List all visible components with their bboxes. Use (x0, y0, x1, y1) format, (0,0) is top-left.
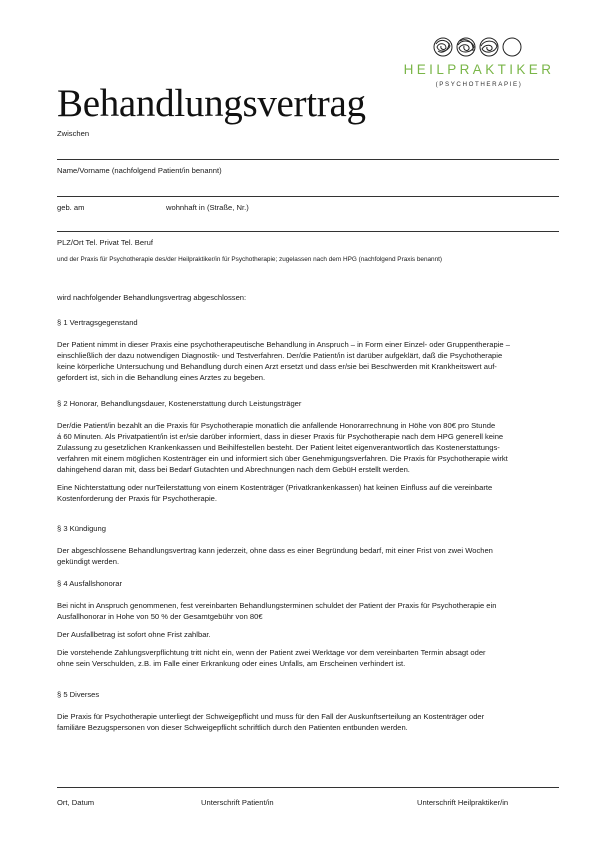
section-text-line: Bei nicht in Anspruch genommenen, fest vereinbarten Behandlungsterminen schuldet der Patient der Praxis für Psychotherapie ein (57, 601, 497, 610)
section-text-line: Der abgeschlossene Behandlungsvertrag kann jederzeit, ohne dass es einer Begründung bedarf, mit einer Frist von zwei Wochen (57, 546, 493, 555)
section-text-line: Der/die Patient/in bezahlt an die Praxis für Psychotherapie monatlich die anfallende Honorarrechnung in Höhe von 80€ pro Stunde (57, 421, 496, 430)
section-heading: § 1 Vertragsgegenstand (57, 318, 138, 327)
section-heading: § 4 Ausfallshonorar (57, 579, 123, 588)
address-field-label: wohnhaft in (Straße, Nr.) (166, 203, 249, 212)
section-text-line: Kostenforderung der Praxis für Psychotherapie. (57, 494, 217, 503)
heilpraktiker-logo-icon (430, 34, 530, 60)
praxis-line: und der Praxis für Psychotherapie des/der Heilpraktiker/in für Psychotherapie; zugelassen nach dem HPG (nachfolgend Praxis benannt) (57, 256, 443, 263)
section-text-line: á 60 Minuten. Als Privatpatient/in ist er/sie darüber informiert, dass in dieser Praxis für Psychotherapie nach dem HPG generell keine (57, 432, 504, 441)
section-text-line: keine körperliche Untersuchung und Behandlung durch einen Arzt ersetzt und dass er/sie bei Beschwerden mit Krankheitswert auf- (57, 362, 497, 371)
logo-subtitle: (PSYCHOTHERAPIE) (435, 81, 523, 88)
section-text-line: Eine Nichterstattung oder nurTeilerstattung von einem Kostenträger (Privatkrankenkassen) hat keinen Einfluss auf die vereinbarte (57, 483, 493, 492)
section-text-line: Die Praxis für Psychotherapie unterliegt der Schweigepflicht und muss für den Fall der Auskunftserteilung an Kostenträger oder (57, 712, 485, 721)
section-text-line: Der Ausfallbetrag ist sofort ohne Frist zahlbar. (57, 630, 211, 639)
birth-line (57, 196, 559, 197)
birthdate-field-label: geb. am (57, 203, 85, 212)
signature-heilpraktiker: Unterschrift Heilpraktiker/in (417, 798, 509, 807)
section-text-line: einschließlich der dazu notwendigen Diagnostik- und Testverfahren. Der/die Patient/in ist darüber aufgeklärt, daß die Psychotherapie (57, 351, 503, 360)
section-text-line: gefordert ist, sich in die Behandlung eines Arztes zu begeben. (57, 373, 266, 382)
document-title: Behandlungsvertrag (57, 82, 366, 125)
section-text-line: dahingehend daran mit, dass bei Bedarf Gutachten und Abrechnungen nach dem GebüH erstellt werden. (57, 465, 410, 474)
section-text-line: ohne sein Verschulden, z.B. im Falle einer Erkrankung oder eines Unfalls, am Erscheinen verhindert ist. (57, 659, 406, 668)
section-heading: § 2 Honorar, Behandlungsdauer, Kostenerstattung durch Leistungsträger (57, 399, 302, 408)
section-text-line: Zulassung zu gesetzlichen Krankenkassen und Beihilfestellen besteht. Der Patient leitet eigenverantwortlich das Kostenerstattungs- (57, 443, 500, 452)
section-text-line: verfahren mit einem möglichen Kostenträger ein und informiert sich über Genehmigungsverfahren. Die Praxis für Psychotherapie wirkt (57, 454, 508, 463)
signature-ort-datum: Ort, Datum (57, 798, 95, 807)
logo-wordmark: HEILPRAKTIKER (403, 62, 555, 77)
section-text-line: Die vorstehende Zahlungsverpflichtung tritt nicht ein, wenn der Patient zwei Werktage vor dem vereinbarten Termin absagt oder (57, 648, 486, 657)
intro-text: wird nachfolgender Behandlungsvertrag abgeschlossen: (57, 293, 247, 302)
section-heading: § 3 Kündigung (57, 524, 106, 533)
section-text-line: Der Patient nimmt in dieser Praxis eine psychotherapeutische Behandlung in Anspruch – in Form einer Einzel- oder Gruppentherapie – (57, 340, 510, 349)
signature-line (57, 787, 559, 788)
signature-patient: Unterschrift Patient/in (201, 798, 274, 807)
section-text-line: familiäre Bezugspersonen von dieser Schweigepflicht schriftlich durch den Patienten entbunden werden. (57, 723, 408, 732)
name-field-label: Name/Vorname (nachfolgend Patient/in benannt) (57, 166, 222, 175)
plz-phone-field-label: PLZ/Ort Tel. Privat Tel. Beruf (57, 238, 153, 247)
zwischen-label: Zwischen (57, 129, 90, 138)
section-heading: § 5 Diverses (57, 690, 100, 699)
address-line (57, 231, 559, 232)
section-text-line: gekündigt werden. (57, 557, 120, 566)
name-line (57, 159, 559, 160)
section-text-line: Ausfallhonorar in Hohe von 50 % der Gesamtgebühr von 80€ (57, 612, 263, 621)
